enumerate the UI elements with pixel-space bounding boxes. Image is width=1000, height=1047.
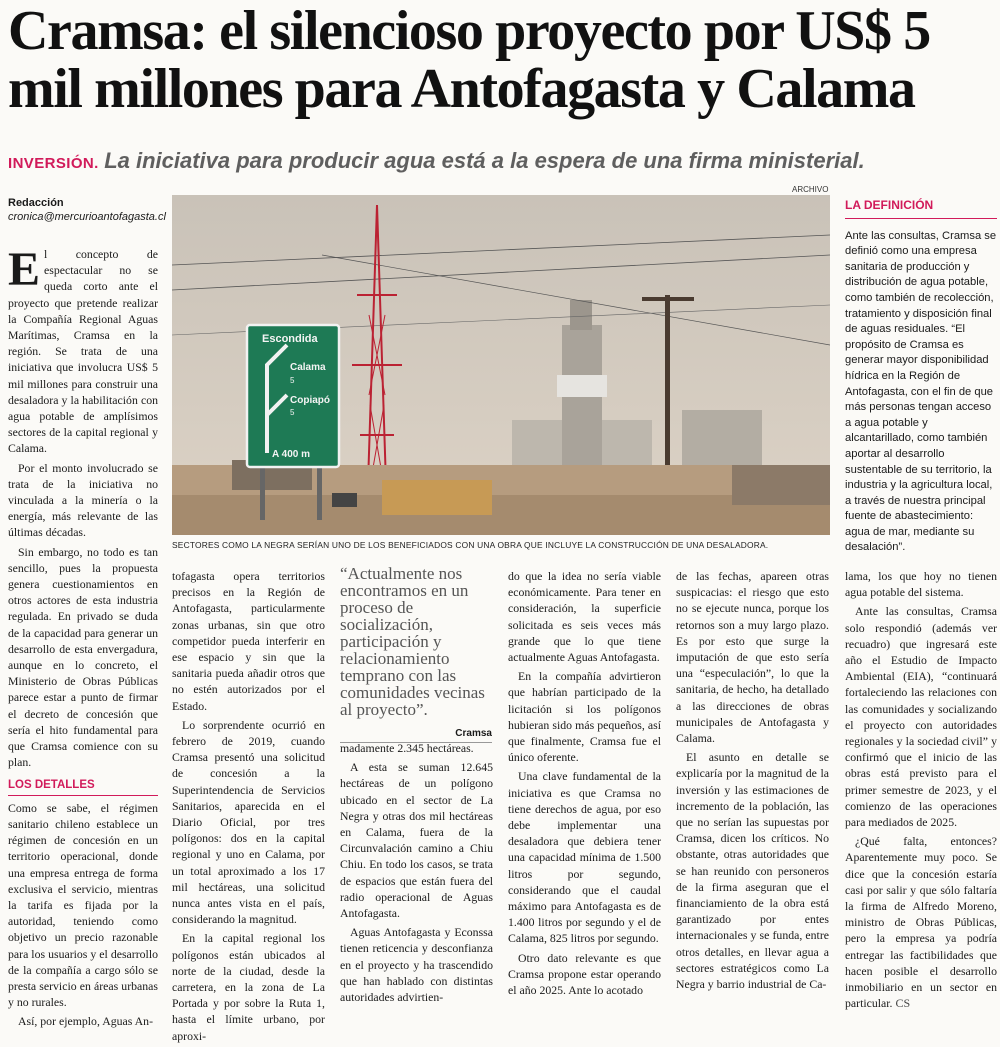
pull-quote-author: Cramsa — [340, 728, 492, 743]
paragraph: Así, por ejemplo, Aguas An- — [18, 1014, 153, 1029]
paragraph: En la compañía advirtieron que habrían participado de la licitación si los polígonos hubieran sido más pequeños, así que finalmente, Cramsa fue el único oferente. — [508, 669, 661, 765]
paragraph: Lo sorprendente ocurrió en febrero de 2019, cuando Cramsa presentó una solicitud de concesión a la Superintendencia de Servicios Sanitarios, aparecida en el Diario Oficial, por tres polígonos: dos en la capital regional y uno en Calama, por un total aproximado a los 17 mil hectáreas, una solicitud nunca antes vista en el país, considerando la magnitud. — [172, 717, 325, 927]
paragraph: Sin embargo, no todo es tan sencillo, pues la propuesta genera cuestionamientos en otros actores de esta industria regulada. En privado se duda de la capacidad para generar un desarrollo de esta envergadura, aunque en lo concreto, el Ministerio de Obras Públicas parece estar a punto de firmar el decreto de concesión que sería el hito fundamental para que Cramsa comience con su plan. — [8, 544, 158, 770]
sidebar-text: Ante las consultas, Cramsa se definió como una empresa sanitaria de producción y distribución de agua potable, como también de recolección, tratamiento y disposición final de aguas residuales. “El propósito de Cramsa es generar mayor disponibilidad hídrica en la Región de Antofagasta, con el fin de que más personas tengan acceso a agua potable y alcantarillado, como también aportar al desarrollo sustentable de su territorio, la industria y la agricultura local, a través de nuestra principal fuente de abastecimiento: agua de mar, mediante su desalación”. — [845, 229, 997, 554]
sidebar-title: LA DEFINICIÓN — [845, 198, 997, 219]
sign-line1: Calama — [290, 362, 326, 373]
paragraph: Aguas Antofagasta y Econssa tienen reticencia y desconfianza en el proyecto y ha trascendido que han hablado con distintas autoridades advirtien- — [340, 925, 493, 1005]
section-detalles: LOS DETALLES — [8, 777, 158, 796]
paragraph: Por el monto involucrado se trata de la iniciativa no vinculada a la minería o la energía, más relevante de las últimas décadas. — [8, 460, 158, 540]
column-4 — [508, 568, 661, 1001]
paragraph: madamente 2.345 hectáreas. — [340, 741, 474, 755]
deck — [8, 148, 993, 174]
paragraph: l concepto de espectacular no se queda corto ante el proyecto que pretende realizar la Compañía Regional Aguas Marítimas, Cramsa en la región. Se trata de una iniciativa que involucra US$ 5 mil millones para construir una desaladora y la habilitación con agua potable de amplísimos sectores de la capital regional y Calama. — [8, 247, 158, 456]
paragraph: Ante las consultas, Cramsa solo respondió (además ver recuadro) que ingresará este año el Estudio de Impacto Ambiental (EIA), “continuará fortaleciendo las relaciones con las comunidades y socializando el proyecto con autoridades regionales y la sociedad civil” y confirmó que el inicio de las obras está previsto para el primer semestre de 2023, y el comienzo de las operaciones para mediados de 2025. — [845, 604, 997, 830]
sign-num1: 5 — [290, 376, 295, 385]
sidebar-definicion — [845, 198, 997, 556]
paragraph: tofagasta opera territorios precisos en la Región de Antofagasta, particularmente zonas urbanas, sin que otro competidor pueda interferir en ese espacio y sin que la sanitaria pueda añadir otros que no estén autorizados por el Estado. — [172, 569, 325, 713]
paragraph: Una clave fundamental de la iniciativa es que Cramsa no tiene derechos de agua, por eso debe implementar una desaladora que debiera tener una capacidad mínima de 1.500 litros por segundo, considerando que el caudal máximo para Antofagasta es de 1.400 litros por segundo y el de Calama, 825 litros por segundo. — [508, 769, 661, 946]
paragraph: El asunto en detalle se explicaría por la magnitud de la inversión y las estimaciones de incremento de la población, las que no serían las supuestas por Cramsa, dicen los críticos. No obstante, otras autoridades que se han reunido con personeros de la firma aseguran que el financiamiento de la obra está garantizado por entes internacionales y se funda, entre otros detalles, en llevar agua a sectores estratégicos como La Negra y barrio industrial de Ca- — [676, 750, 829, 992]
pull-quote — [340, 565, 492, 743]
deck-subtitle: La iniciativa para producir agua está a la espera de una firma ministerial. — [104, 148, 865, 173]
byline-name: Redacción — [8, 197, 64, 209]
pull-quote-text: “Actualmente nos encontramos en un proceso de socialización, participación y relacionamiento temprano con las comunidades vecinas al proyecto”. — [340, 564, 485, 719]
sign-line2: Copiapó — [290, 395, 330, 406]
sign-top: Escondida — [262, 333, 318, 345]
sign-bottom: A 400 m — [272, 449, 310, 460]
deck-kicker: INVERSIÓN. — [8, 155, 99, 172]
sign-num2: 5 — [290, 408, 295, 417]
paragraph: lama, los que hoy no tienen agua potable del sistema. — [845, 569, 997, 600]
paragraph: A esta se suman 12.645 hectáreas de un polígono ubicado en el sector de La Negra y otras dos mil hectáreas en Calama, fuera de la Circunvalación camino a Chiu Chiu. En todo los casos, se trata de espacios que están fuera del radio operacional de Aguas Antofagasta. — [340, 760, 493, 921]
byline-email: cronica@mercurioantofagasta.cl — [8, 211, 166, 223]
photo-credit: ARCHIVO — [792, 185, 829, 194]
paragraph: Como se sabe, el régimen sanitario chileno establece un régimen de concesión en un territorio operacional, donde una empresa entrega de forma exclusiva el servicio, mientras la tarifa es fijada por la autoridad, teniendo como objetivo un precio razonable para los usuarios y el desarrollo de la compañía a cargo sólo se presta servicio en áreas urbanas y no rurales. — [8, 800, 158, 1010]
paragraph: do que la idea no sería viable económicamente. Para tener en consideración, la superficie solicitada es seis veces más grande que lo que tiene actualmente Aguas Antofagasta. — [508, 569, 661, 665]
headline: Cramsa: el silencioso proyecto por US$ 5 mil millones para Antofagasta y Calama — [8, 0, 930, 120]
article-photo — [172, 195, 830, 535]
column-6 — [845, 568, 997, 1014]
photo-caption: SECTORES COMO LA NEGRA SERÍAN UNO DE LOS BENEFICIADOS CON UNA OBRA QUE INCLUYE LA CONSTRUCCIÓN DE UNA DESALADORA. — [172, 540, 769, 550]
paragraph-text: ¿Qué falta, entonces? Aparentemente muy poco. Se dice que la concesión estaría casi por salir y que sólo faltaría la firma de Alfredo Moreno, ministro de Obras Públicas, pero la empresa ya podría entregar las factibilidades que hacen posible el desarrollo inmobiliario en un sector en particular. — [845, 834, 997, 1011]
drop-cap: E — [8, 243, 41, 296]
end-mark: CS — [895, 996, 911, 1011]
column-2 — [172, 568, 325, 1047]
column-1 — [8, 243, 158, 1033]
column-3 — [340, 740, 493, 1008]
paragraph — [845, 833, 997, 1011]
paragraph: Otro dato relevante es que Cramsa propone estar operando el año 2025. Ante lo acotado — [508, 950, 661, 998]
byline — [8, 196, 166, 224]
column-5 — [676, 568, 829, 995]
paragraph: de las fechas, apareen otras suspicacias: el riesgo que esto no se ejecute nunca, porque los retornos son a muy largo plazo. Es por esto que surge la imputación de que esto sería una “especulación”, lo que la sanitaria, de hecho, ha detallado a las direcciones de obras municipales de Antofagasta y Calama. — [676, 569, 829, 746]
paragraph: En la capital regional los polígonos están ubicados al norte de la ciudad, desde la carretera, en la zona de La Portada y por sobre la Ruta 1, hasta el límite urbano, por aproxi- — [172, 931, 325, 1043]
